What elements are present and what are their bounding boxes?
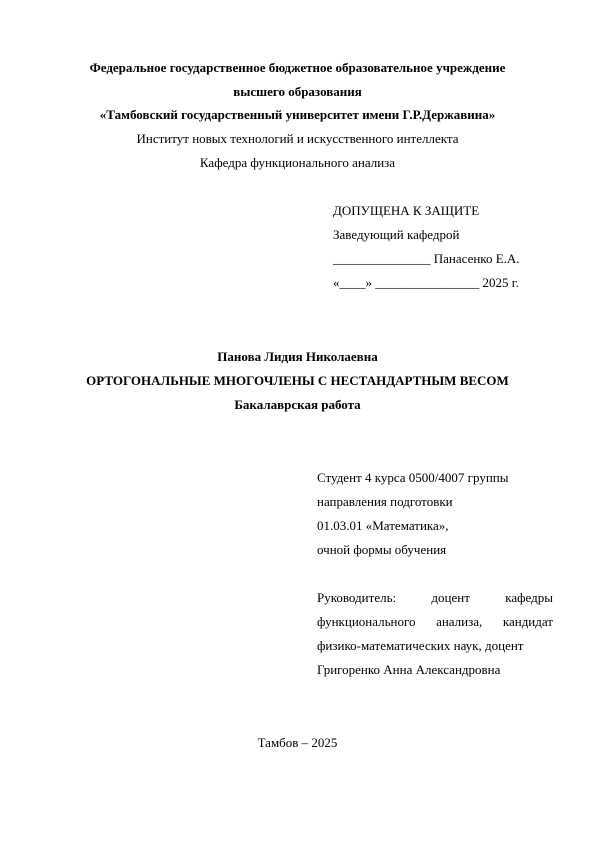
university-header-line2: высшего образования <box>233 84 362 99</box>
city-year: Тамбов – 2025 <box>257 735 338 750</box>
supervisor-line4: Григоренко Анна Александровна <box>317 662 501 677</box>
student-line1: Студент 4 курса 0500/4007 группы <box>317 470 509 485</box>
student-line3: 01.03.01 «Математика», <box>317 518 449 533</box>
approval-date: «____» ________________ 2025 г. <box>333 275 519 290</box>
approval-title: ДОПУЩЕНА К ЗАЩИТЕ <box>333 203 480 218</box>
thesis-title: ОРТОГОНАЛЬНЫЕ МНОГОЧЛЕНЫ С НЕСТАНДАРТНЫМ ВЕСОМ <box>86 373 509 388</box>
institute-name: Институт новых технологий и искусственного интеллекта <box>136 131 459 146</box>
university-header-line1: Федеральное государственное бюджетное образовательное учреждение <box>89 60 506 75</box>
student-line2: направления подготовки <box>317 494 453 509</box>
thesis-type: Бакалаврская работа <box>234 397 361 412</box>
department-name: Кафедра функционального анализа <box>199 155 396 170</box>
author-name: Панова Лидия Николаевна <box>217 349 378 364</box>
approval-signature: _______________ Панасенко Е.А. <box>333 251 520 266</box>
supervisor-line1: Руководитель: доцент кафедры <box>317 590 553 605</box>
supervisor-line3: физико-математических наук, доцент <box>317 638 524 653</box>
university-name: «Тамбовский государственный университет имени Г.Р.Державина» <box>99 107 496 122</box>
supervisor-line2: функционального анализа, кандидат <box>317 614 553 629</box>
approval-role: Заведующий кафедрой <box>333 227 460 242</box>
student-line4: очной формы обучения <box>317 542 447 557</box>
